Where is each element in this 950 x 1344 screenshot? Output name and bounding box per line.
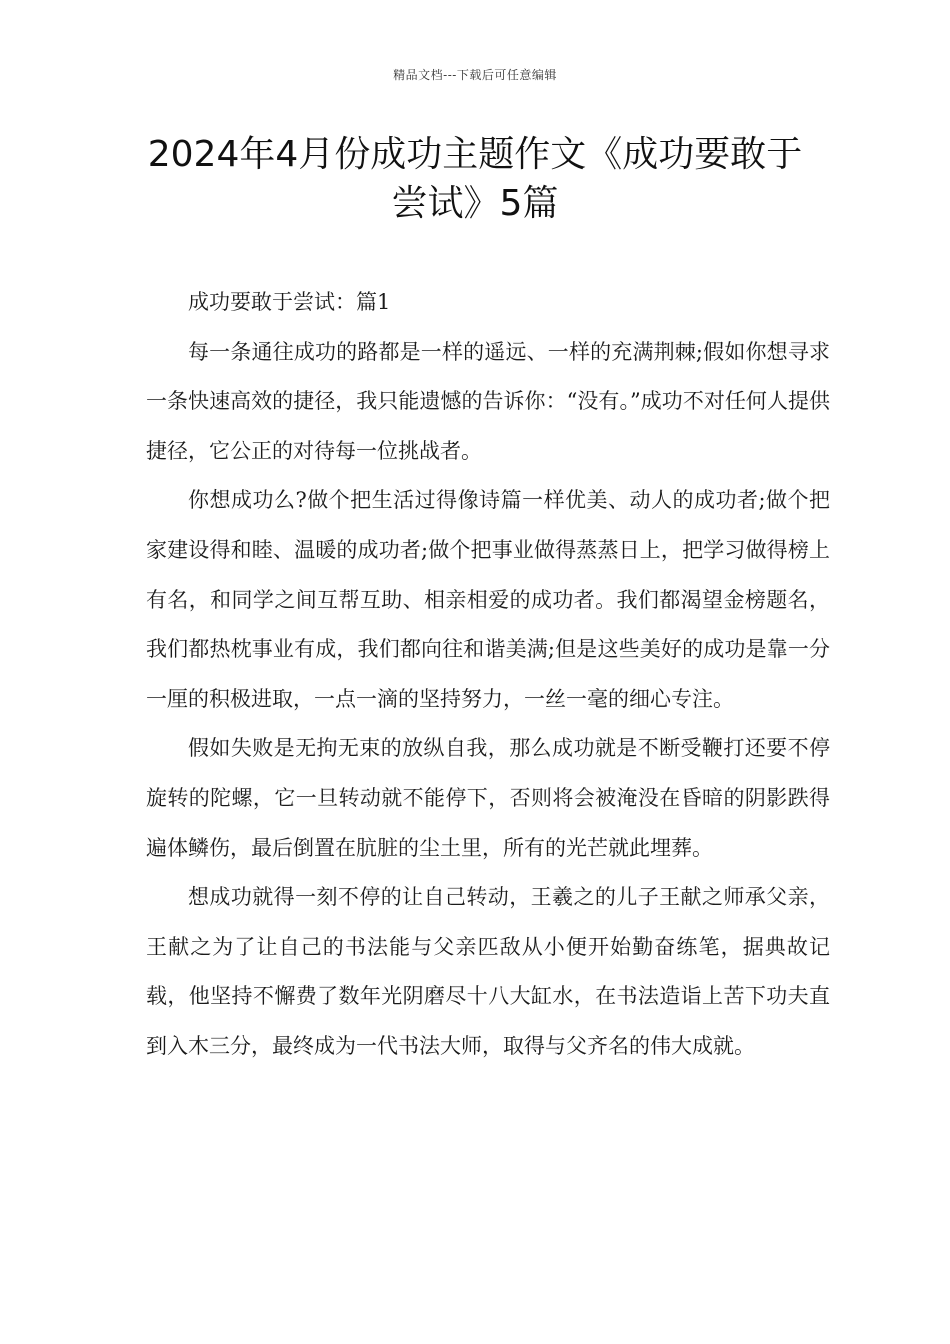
section-heading: 成功要敢于尝试：篇1 xyxy=(188,290,391,314)
document-title: 2024年4月份成功主题作文《成功要敢于尝试》5篇 xyxy=(147,134,803,224)
paragraph: 每一条通往成功的路都是一样的遥远、一样的充满荆棘;假如你想寻求一条快速高效的捷径，我只能遗憾的告诉你：“没有。”成功不对任何人提供捷径，它公正的对待每一位挑战者。 xyxy=(146,339,830,463)
header-note: 精品文档---下载后可任意编辑 xyxy=(393,68,557,82)
document-body xyxy=(146,278,830,1072)
paragraph: 想成功就得一刻不停的让自己转动，王羲之的儿子王献之师承父亲，王献之为了让自己的书法能与父亲匹敌从小便开始勤奋练笔，据典故记载，他坚持不懈费了数年光阴磨尽十八大缸水，在书法造诣上苦下功夫直到入木三分，最终成为一代书法大师，取得与父齐名的伟大成就。 xyxy=(146,885,830,1058)
paragraph: 假如失败是无拘无束的放纵自我，那么成功就是不断受鞭打还要不停旋转的陀螺，它一旦转动就不能停下，否则将会被淹没在昏暗的阴影跌得遍体鳞伤，最后倒置在肮脏的尘土里，所有的光芒就此埋葬。 xyxy=(146,736,830,860)
paragraph: 你想成功么?做个把生活过得像诗篇一样优美、动人的成功者;做个把家建设得和睦、温暖的成功者;做个把事业做得蒸蒸日上，把学习做得榜上有名，和同学之间互帮互助、相亲相爱的成功者。我们都渴望金榜题名，我们都热枕事业有成，我们都向往和谐美满;但是这些美好的成功是靠一分一厘的积极进取，一点一滴的坚持努力，一丝一毫的细心专注。 xyxy=(146,488,830,711)
